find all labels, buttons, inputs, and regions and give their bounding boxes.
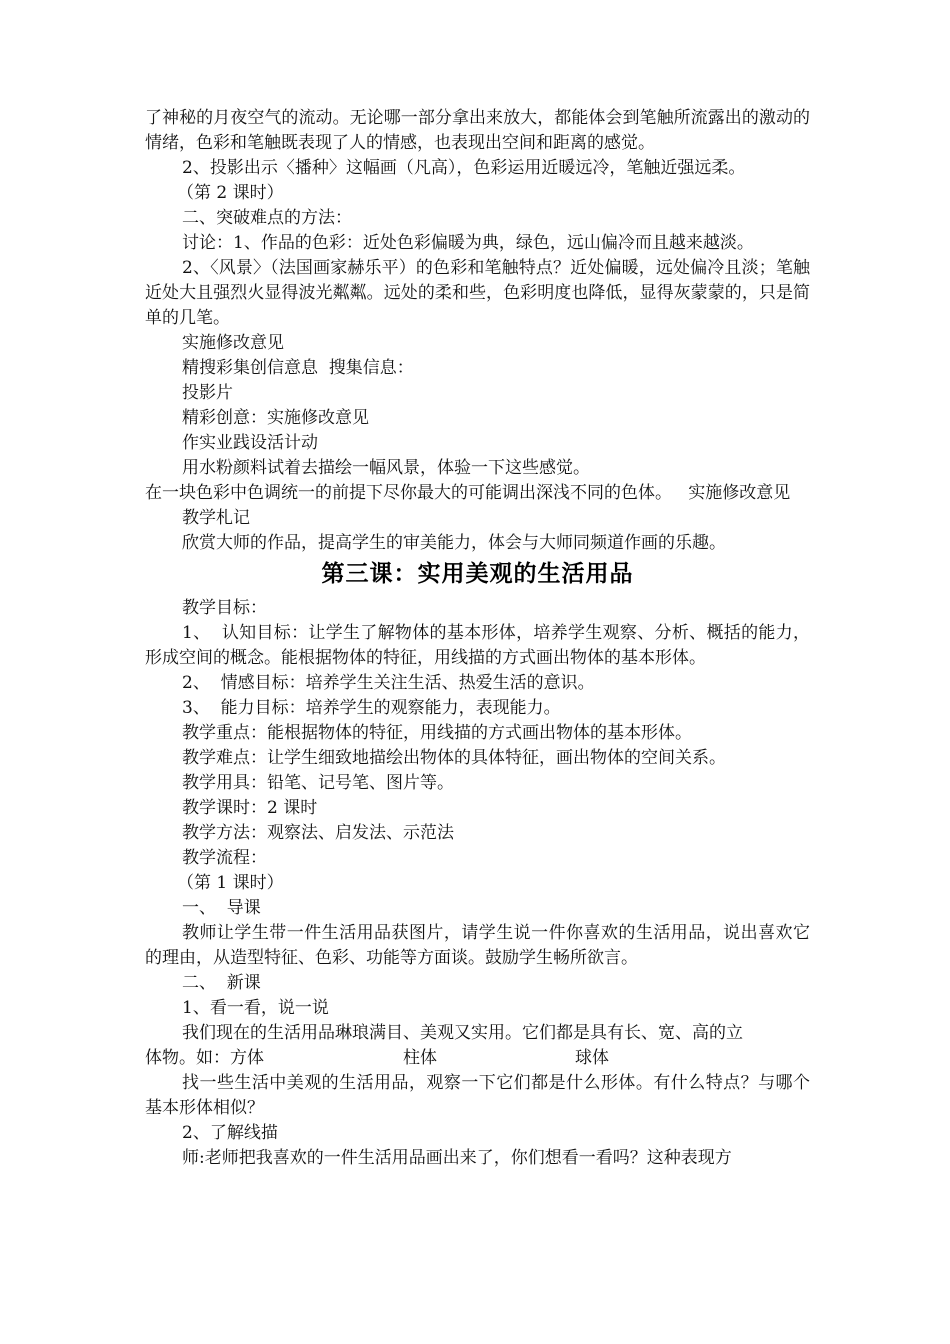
paragraph-teacher-drawing: 师:老师把我喜欢的一件生活用品画出来了，你们想看一看吗？这种表现方 [182,1148,732,1168]
paragraph-methods: 教学方法：观察法、启发法、示范法 [182,823,454,843]
paragraph-hours: 教学课时：2 课时 [182,798,318,818]
paragraph-creative-idea: 精彩创意：实施修改意见 [182,408,369,428]
paragraph-key-point: 教学重点：能根据物体的特征，用线描的方式画出物体的基本形体。 [182,723,692,743]
paragraph-revision-note-1: 实施修改意见 [182,333,284,353]
shapes-row [145,1046,810,1071]
shape-sphere-label: 球体 [575,1048,609,1068]
paragraph-difficulty-method: 二、突破难点的方法： [182,208,352,228]
shape-cylinder-label: 柱体 [403,1048,437,1068]
paragraph-difficulty: 教学难点：让学生细致地描绘出物体的具体特征，画出物体的空间关系。 [182,748,726,768]
paragraph-sowing-projection: 2、投影出示〈播种〉这幅画（凡高），色彩运用近暖远冷，笔触近强远柔。 [182,158,746,178]
paragraph-session-1: （第 1 课时） [177,873,284,893]
paragraph-line-drawing: 2、了解线描 [182,1123,278,1143]
paragraph-practice-design: 作实业践设活计动 [182,433,318,453]
paragraph-goal-ability: 3、 能力目标：培养学生的观察能力，表现能力。 [182,698,561,718]
paragraph-goal-emotional: 2、 情感目标：培养学生关注生活、热爱生活的意识。 [182,673,595,693]
paragraph-new-lesson: 二、 新课 [182,973,261,993]
shape-cube-label: 体物。如：方体 [145,1048,264,1068]
paragraph-process: 教学流程： [182,848,267,868]
paragraph-gouache-task: 用水粉颜料试着去描绘一幅风景，体验一下这些感觉。 [182,458,590,478]
paragraph-landscape-analysis: 2、〈风景〉（法国画家赫乐平）的色彩和笔触特点？近处偏暖，远处偏冷且淡；笔触近处大且强烈火显得波光粼粼。远处的柔和些，色彩明度也降低，显得灰蒙蒙的，只是简单的几笔。 [145,258,810,328]
document-body [145,106,810,1171]
paragraph-daily-items: 我们现在的生活用品琳琅满目、美观又实用。它们都是具有长、宽、高的立 [182,1023,743,1043]
paragraph-look-and-say: 1、看一看，说一说 [182,998,329,1018]
paragraph-teaching-notes-heading: 教学札记 [182,508,250,528]
paragraph-tools: 教学用具：铅笔、记号笔、图片等。 [182,773,454,793]
paragraph-session-2: （第 2 课时） [177,183,284,203]
paragraph-intro-body: 教师让学生带一件生活用品获图片，请学生说一件你喜欢的生活用品，说出喜欢它的理由，从造型特征、色彩、功能等方面谈。鼓励学生畅所欲言。 [145,923,810,968]
paragraph-find-items: 找一些生活中美观的生活用品，观察一下它们都是什么形体。有什么特点？与哪个基本形体相似？ [145,1073,810,1118]
paragraph-collect-info: 精搜彩集创信意息 搜集信息： [182,358,414,378]
paragraph-goal-cognitive: 1、 认知目标：让学生了解物体的基本形体，培养学生观察、分析、概括的能力，形成空间的概念。能根据物体的特征，用线描的方式画出物体的基本形体。 [145,623,810,668]
paragraph-teaching-goals: 教学目标： [182,598,267,618]
paragraph-moonlight-continued: 了神秘的月夜空气的流动。无论哪一部分拿出来放大，都能体会到笔触所流露出的激动的情绪，色彩和笔触既表现了人的情感，也表现出空间和距离的感觉。 [145,108,810,153]
paragraph-teaching-notes: 欣赏大师的作品，提高学生的审美能力，体会与大师同频道作画的乐趣。 [182,533,726,553]
paragraph-slides: 投影片 [182,383,233,403]
paragraph-discussion-color: 讨论：1、作品的色彩：近处色彩偏暖为典，绿色，远山偏冷而且越来越淡。 [182,233,754,253]
paragraph-intro-heading: 一、 导课 [182,898,261,918]
lesson-title: 第三课：实用美观的生活用品 [321,561,634,587]
paragraph-color-mixing: 在一块色彩中色调统一的前提下尽你最大的可能调出深浅不同的色体。 实施修改意见 [145,483,791,503]
